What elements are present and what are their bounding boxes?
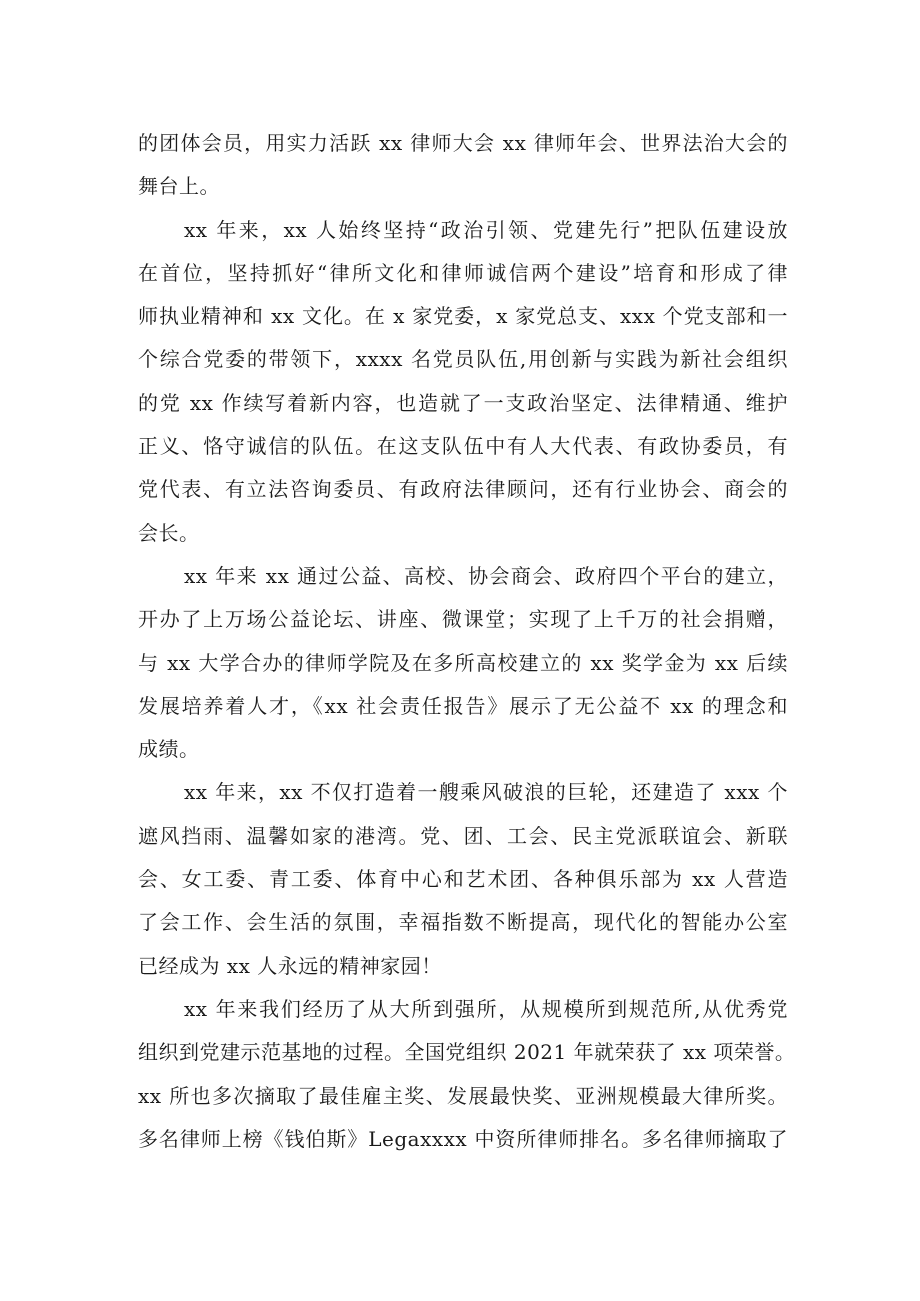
text-line: 的团体会员，用实力活跃 xx 律师大会 xx 律师年会、世界法治大会的 [138,131,788,155]
text-line: 多名律师上榜《钱伯斯》Legaxxxx 中资所律师排名。多名律师摘取了 [138,1126,788,1151]
text-line: 舞台上。 [138,174,220,199]
text-line: 在首位，坚持抓好“律所文化和律师诚信两个建设”培育和形成了律 [138,260,788,285]
text-line: xx 年来 xx 通过公益、高校、协会商会、政府四个平台的建立， [184,563,788,588]
text-line: 了会工作、会生活的氛围，幸福指数不断提高，现代化的智能办公室 [138,910,788,935]
text-line: 个综合党委的带领下，xxxx 名党员队伍,用创新与实践为新社会组织 [138,347,788,372]
text-line: 党代表、有立法咨询委员、有政府法律顾问，还有行业协会、商会的 [138,477,788,502]
text-line: 遮风挡雨、温馨如家的港湾。党、团、工会、民主党派联谊会、新联 [138,823,788,848]
text-line: 组织到党建示范基地的过程。全国党组织 2021 年就荣获了 xx 项荣誉。 [138,1040,796,1065]
document-body [138,122,796,1161]
text-line: xx 年来，xx 不仅打造着一艘乘风破浪的巨轮，还建造了 xxx 个 [184,780,788,805]
text-line: xx 年来我们经历了从大所到强所，从规模所到规范所,从优秀党 [184,996,788,1021]
text-line: 会长。 [138,520,200,545]
text-line: xx 年来，xx 人始终坚持“政治引领、党建先行”把队伍建设放 [184,217,788,242]
text-line: 发展培养着人才，《xx 社会责任报告》展示了无公益不 xx 的理念和 [138,693,788,718]
paragraph-1 [138,122,788,209]
text-line: 会、女工委、青工委、体育中心和艺术团、各种俱乐部为 xx 人营造 [138,867,788,892]
text-line: 已经成为 xx 人永远的精神家园！ [138,953,442,978]
text-line: xx 所也多次摘取了最佳雇主奖、发展最快奖、亚洲规模最大律所奖。 [138,1083,788,1108]
paragraph-3 [138,555,788,771]
paragraph-2 [138,209,788,555]
paragraph-5 [138,988,796,1161]
text-line: 师执业精神和 xx 文化。在 x 家党委，x 家党总支、xxx 个党支部和一 [138,304,788,329]
paragraph-4 [138,771,788,987]
text-line: 开办了上万场公益论坛、讲座、微课堂；实现了上千万的社会捐赠， [138,607,788,632]
text-line: 成绩。 [138,737,200,762]
text-line: 正义、恪守诚信的队伍。在这支队伍中有人大代表、有政协委员，有 [138,434,788,459]
text-line: 与 xx 大学合办的律师学院及在多所高校建立的 xx 奖学金为 xx 后续 [138,650,788,675]
text-line: 的党 xx 作续写着新内容，也造就了一支政治坚定、法律精通、维护 [138,390,788,415]
